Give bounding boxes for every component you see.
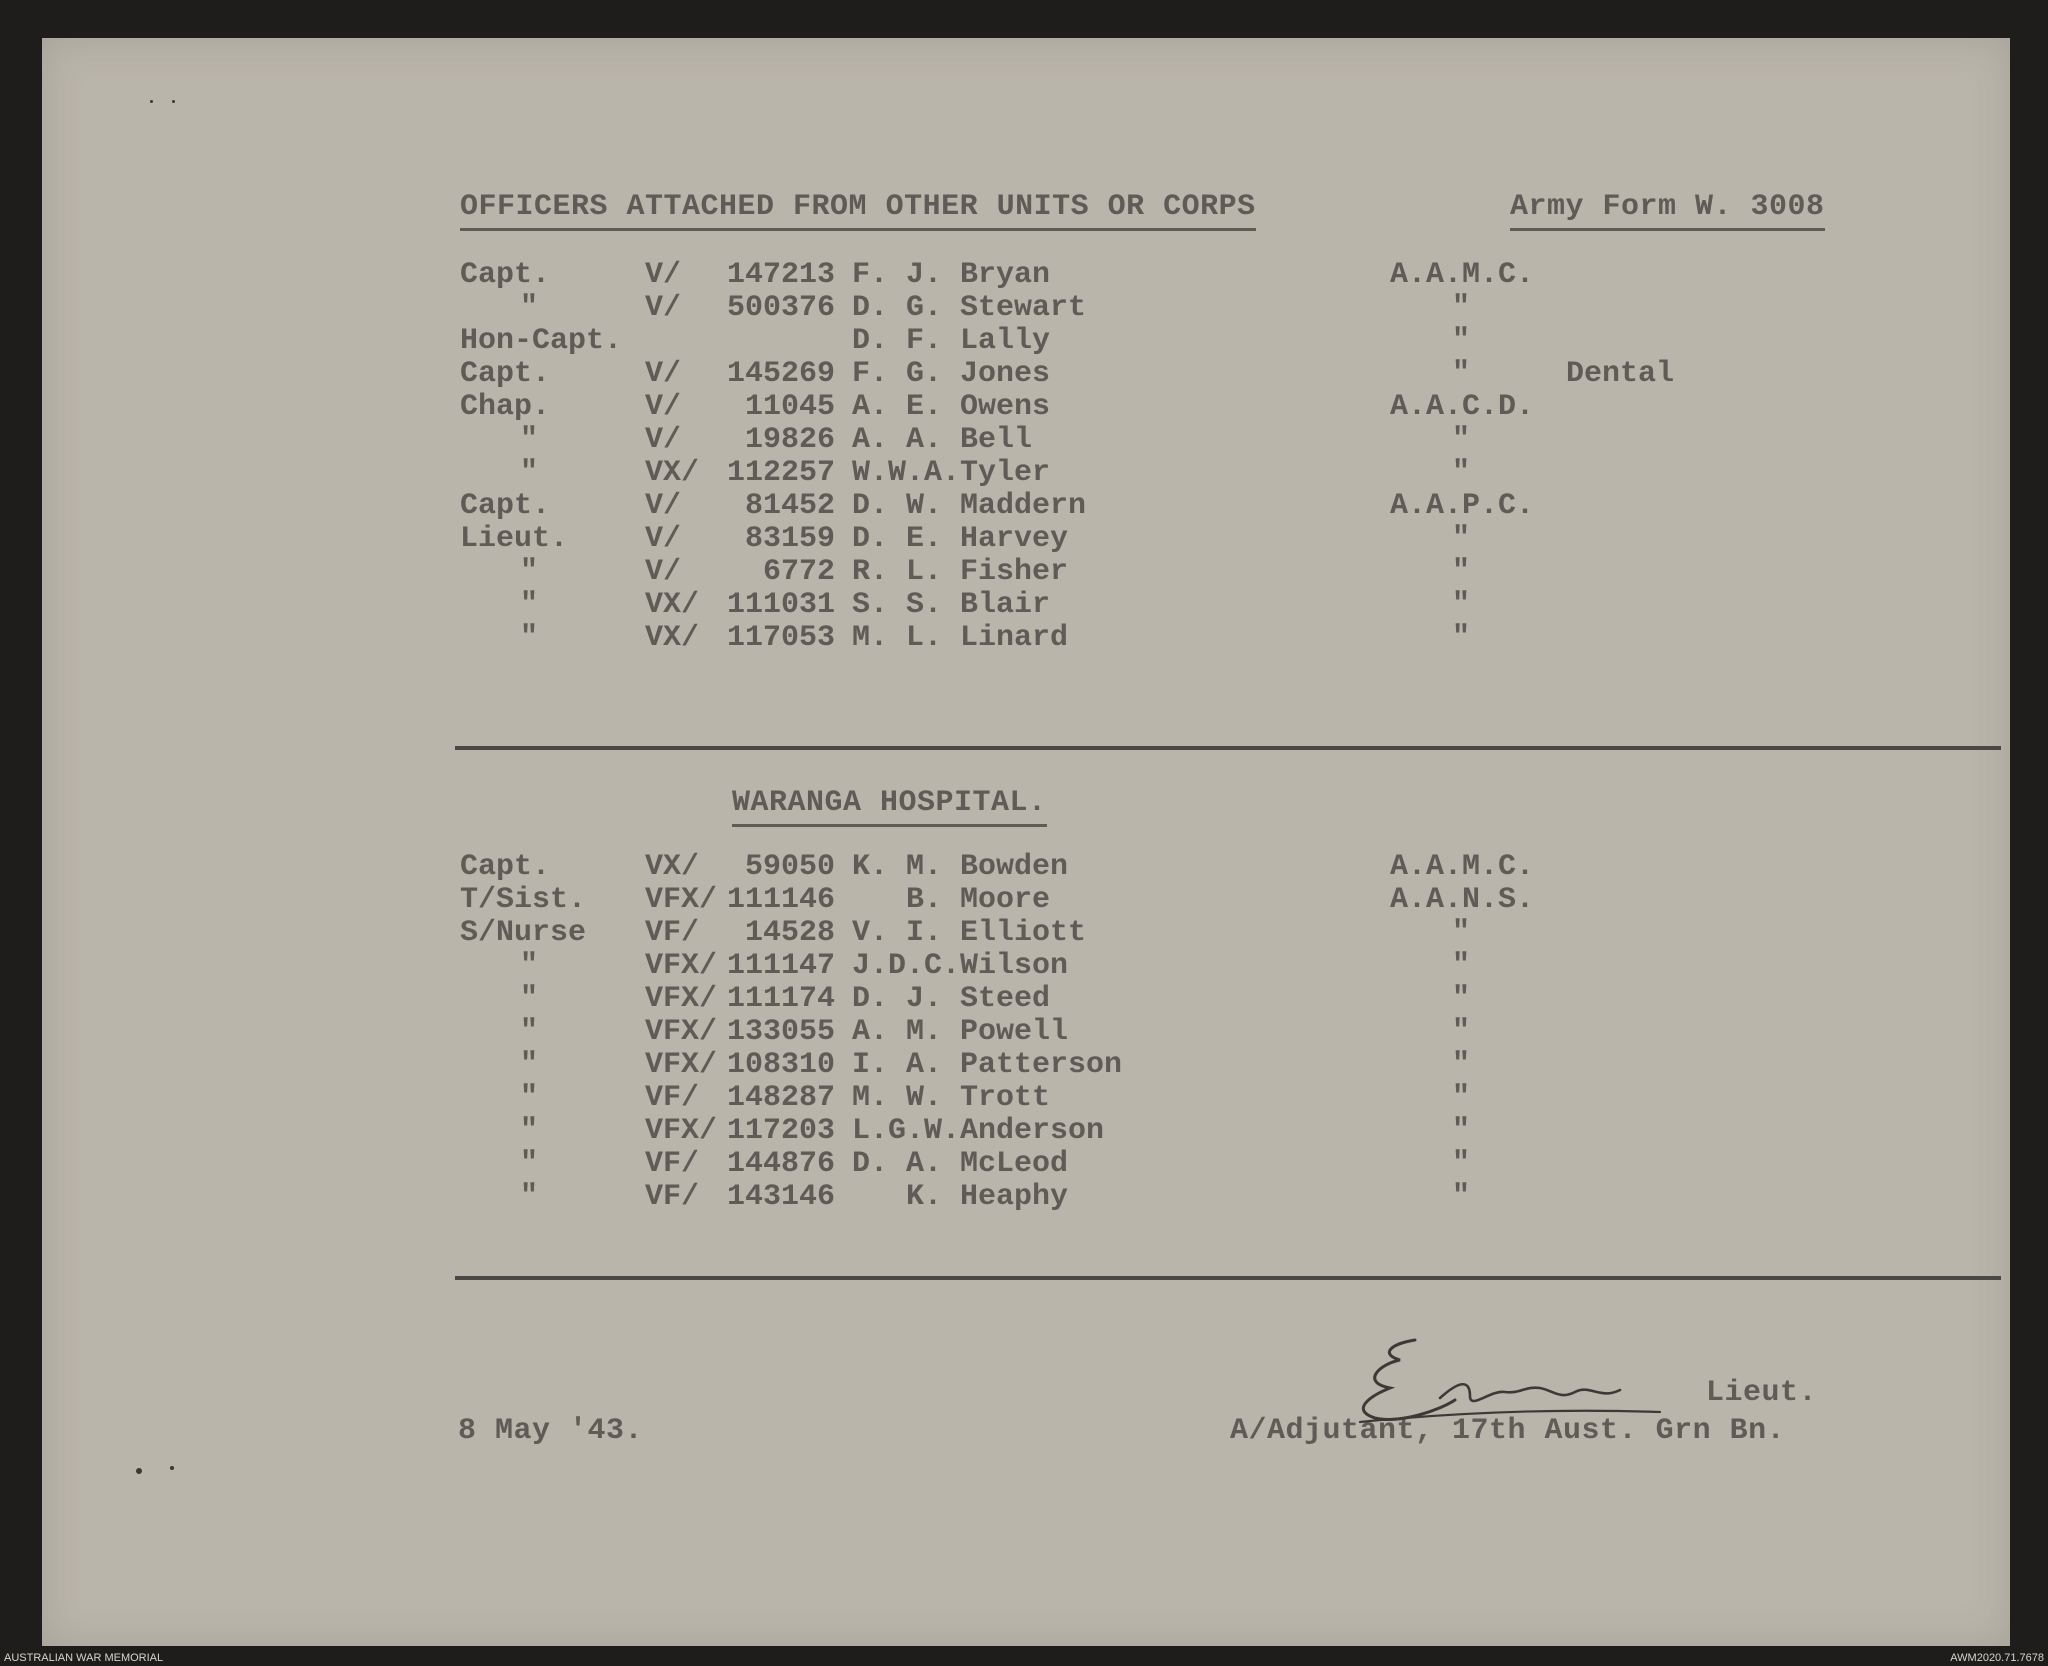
corps-cell: A.A.N.S. (1390, 883, 1535, 917)
rank-cell: " (520, 291, 539, 325)
rank-cell: Capt. (460, 258, 551, 292)
roster-row (0, 357, 2048, 390)
corps-cell: " (1452, 522, 1471, 556)
roster-row (0, 949, 2048, 982)
name-cell: I. A. Patterson (852, 1048, 1123, 1082)
service-number-cell: 111146 (726, 883, 835, 917)
roster-row (0, 850, 2048, 883)
rank-cell: Lieut. (460, 522, 569, 556)
roster-row (0, 1048, 2048, 1081)
service-number-cell: 147213 (726, 258, 835, 292)
service-prefix-cell: VX/ (645, 850, 700, 884)
service-prefix-cell: VF/ (645, 1147, 700, 1181)
name-cell: W.W.A.Tyler (852, 456, 1051, 490)
rank-cell: " (520, 1048, 539, 1082)
roster-row (0, 423, 2048, 456)
corps-cell: " (1452, 1114, 1471, 1148)
rank-cell: Capt. (460, 850, 551, 884)
name-cell: D. G. Stewart (852, 291, 1087, 325)
corps-cell: A.A.M.C. (1390, 258, 1535, 292)
service-prefix-cell: VF/ (645, 1081, 700, 1115)
credit-right: AWM2020.71.7678 (1950, 1652, 2044, 1664)
punch-mark (136, 1468, 142, 1474)
service-prefix-cell: VX/ (645, 621, 700, 655)
name-cell: D. J. Steed (852, 982, 1051, 1016)
corps-cell: A.A.P.C. (1390, 489, 1535, 523)
form-reference: Army Form W. 3008 (1510, 190, 1825, 231)
rank-cell: " (520, 588, 539, 622)
note-cell: Dental (1566, 357, 1675, 391)
corps-cell: " (1452, 1180, 1471, 1214)
roster-row (0, 982, 2048, 1015)
corps-cell: " (1452, 621, 1471, 655)
service-prefix-cell: V/ (645, 555, 682, 589)
corps-cell: " (1452, 555, 1471, 589)
corps-cell: " (1452, 1081, 1471, 1115)
name-cell: F. J. Bryan (852, 258, 1051, 292)
rank-cell: Capt. (460, 489, 551, 523)
service-prefix-cell: V/ (645, 390, 682, 424)
corps-cell: " (1452, 949, 1471, 983)
name-cell: D. W. Maddern (852, 489, 1087, 523)
rank-cell: " (520, 621, 539, 655)
roster-row (0, 390, 2048, 423)
name-cell: A. M. Powell (852, 1015, 1069, 1049)
name-cell: M. W. Trott (852, 1081, 1051, 1115)
section1-title: OFFICERS ATTACHED FROM OTHER UNITS OR CORPS (460, 190, 1256, 231)
name-cell: S. S. Blair (852, 588, 1051, 622)
service-prefix-cell: VFX/ (645, 949, 718, 983)
roster-row (0, 489, 2048, 522)
name-cell: D. E. Harvey (852, 522, 1069, 556)
name-cell: D. F. Lally (852, 324, 1051, 358)
service-number-cell: 144876 (726, 1147, 835, 1181)
service-number-cell: 117203 (726, 1114, 835, 1148)
service-prefix-cell: V/ (645, 357, 682, 391)
roster-row (0, 291, 2048, 324)
rank-cell: " (520, 1081, 539, 1115)
corps-cell: " (1452, 324, 1471, 358)
section-divider-1 (455, 746, 2001, 750)
corps-cell: A.A.M.C. (1390, 850, 1535, 884)
service-prefix-cell: V/ (645, 522, 682, 556)
corps-cell: " (1452, 916, 1471, 950)
section2-title: WARANGA HOSPITAL. (732, 786, 1047, 827)
service-number-cell: 148287 (726, 1081, 835, 1115)
rank-cell: " (520, 949, 539, 983)
roster-row (0, 1114, 2048, 1147)
corps-cell: " (1452, 456, 1471, 490)
punch-mark (172, 100, 175, 103)
service-prefix-cell: V/ (645, 489, 682, 523)
service-number-cell: 117053 (726, 621, 835, 655)
rank-cell: Chap. (460, 390, 551, 424)
service-prefix-cell: V/ (645, 423, 682, 457)
name-cell: L.G.W.Anderson (852, 1114, 1105, 1148)
rank-cell: " (520, 1180, 539, 1214)
roster-row (0, 522, 2048, 555)
roster-row (0, 258, 2048, 291)
corps-cell: " (1452, 982, 1471, 1016)
roster-row (0, 916, 2048, 949)
service-number-cell: 108310 (726, 1048, 835, 1082)
rank-cell: S/Nurse (460, 916, 587, 950)
corps-cell: A.A.C.D. (1390, 390, 1535, 424)
service-prefix-cell: VX/ (645, 588, 700, 622)
service-number-cell: 143146 (726, 1180, 835, 1214)
service-prefix-cell: V/ (645, 258, 682, 292)
service-prefix-cell: VF/ (645, 916, 700, 950)
corps-cell: " (1452, 588, 1471, 622)
service-number-cell: 112257 (726, 456, 835, 490)
punch-mark (150, 100, 153, 103)
roster-row (0, 588, 2048, 621)
roster-row (0, 1147, 2048, 1180)
handwritten-signature (1320, 1330, 1680, 1440)
roster-row (0, 1180, 2048, 1213)
rank-cell: T/Sist. (460, 883, 587, 917)
roster-row (0, 324, 2048, 357)
rank-cell: Capt. (460, 357, 551, 391)
service-prefix-cell: VX/ (645, 456, 700, 490)
name-cell: M. L. Linard (852, 621, 1069, 655)
rank-cell: " (520, 1114, 539, 1148)
service-number-cell: 500376 (726, 291, 835, 325)
corps-cell: " (1452, 357, 1471, 391)
service-number-cell: 11045 (744, 390, 835, 424)
service-prefix-cell: V/ (645, 291, 682, 325)
service-prefix-cell: VFX/ (645, 883, 718, 917)
corps-cell: " (1452, 1015, 1471, 1049)
rank-cell: " (520, 1015, 539, 1049)
signatory-rank: Lieut. (1706, 1376, 1818, 1410)
roster-row (0, 621, 2048, 654)
name-cell: K. Heaphy (852, 1180, 1069, 1214)
service-number-cell: 111031 (726, 588, 835, 622)
punch-mark (170, 1466, 174, 1470)
name-cell: K. M. Bowden (852, 850, 1069, 884)
roster-row (0, 456, 2048, 489)
service-number-cell: 145269 (726, 357, 835, 391)
service-number-cell: 19826 (744, 423, 835, 457)
rank-cell: " (520, 555, 539, 589)
service-number-cell: 111174 (726, 982, 835, 1016)
name-cell: A. E. Owens (852, 390, 1051, 424)
service-number-cell: 59050 (744, 850, 835, 884)
service-prefix-cell: VFX/ (645, 1114, 718, 1148)
name-cell: A. A. Bell (852, 423, 1033, 457)
service-number-cell: 111147 (726, 949, 835, 983)
corps-cell: " (1452, 1147, 1471, 1181)
name-cell: B. Moore (852, 883, 1051, 917)
credit-left: AUSTRALIAN WAR MEMORIAL (4, 1652, 164, 1664)
service-number-cell: 81452 (744, 489, 835, 523)
section-divider-2 (455, 1276, 2001, 1280)
corps-cell: " (1452, 1048, 1471, 1082)
service-number-cell: 6772 (762, 555, 835, 589)
signatory-appointment: A/Adjutant, 17th Aust. Grn Bn. (1230, 1414, 1786, 1448)
rank-cell: " (520, 456, 539, 490)
service-number-cell: 83159 (744, 522, 835, 556)
service-prefix-cell: VF/ (645, 1180, 700, 1214)
roster-row (0, 1081, 2048, 1114)
rank-cell: " (520, 982, 539, 1016)
rank-cell: " (520, 1147, 539, 1181)
name-cell: J.D.C.Wilson (852, 949, 1069, 983)
service-prefix-cell: VFX/ (645, 1015, 718, 1049)
service-prefix-cell: VFX/ (645, 1048, 718, 1082)
rank-cell: " (520, 423, 539, 457)
roster-row (0, 1015, 2048, 1048)
service-prefix-cell: VFX/ (645, 982, 718, 1016)
rank-cell: Hon-Capt. (460, 324, 623, 358)
corps-cell: " (1452, 291, 1471, 325)
roster-row (0, 555, 2048, 588)
name-cell: D. A. McLeod (852, 1147, 1069, 1181)
name-cell: V. I. Elliott (852, 916, 1087, 950)
service-number-cell: 14528 (744, 916, 835, 950)
service-number-cell: 133055 (726, 1015, 835, 1049)
document-date: 8 May '43. (458, 1414, 644, 1448)
name-cell: R. L. Fisher (852, 555, 1069, 589)
corps-cell: " (1452, 423, 1471, 457)
roster-row (0, 883, 2048, 916)
name-cell: F. G. Jones (852, 357, 1051, 391)
